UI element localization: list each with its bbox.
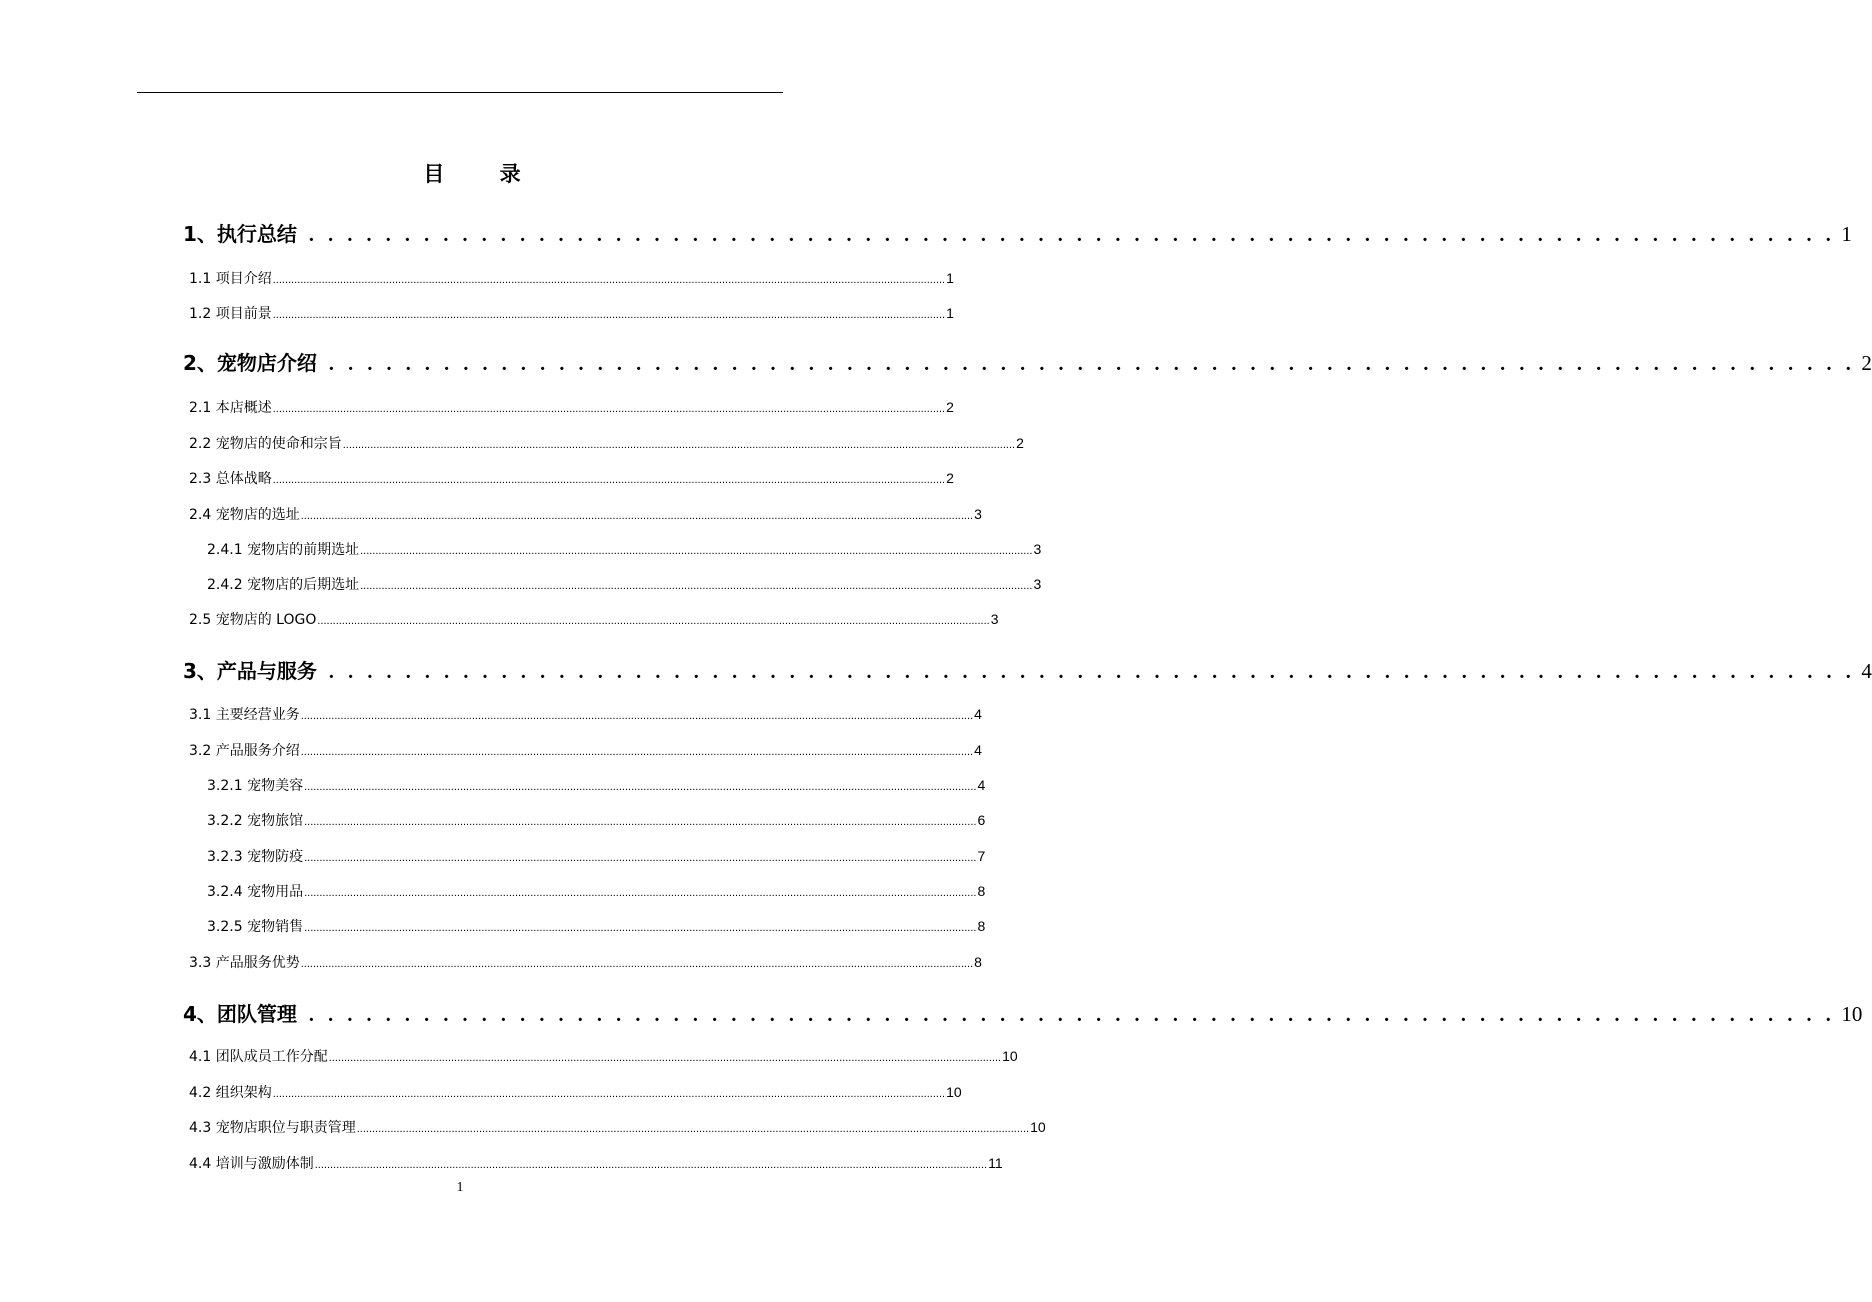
toc-dot-leader: ............................................................................................................................................................................................................................ bbox=[360, 580, 1033, 592]
toc-dot-leader: ............................................................................................................................................................................................................................ bbox=[272, 1088, 946, 1100]
toc-dot-leader: ............................................................................................................................................................................................................................ bbox=[328, 1052, 1002, 1064]
toc-dot-leader: ............................................................................................................................................................................................................................ bbox=[317, 615, 990, 627]
toc-entry-page-number: 2 bbox=[1861, 351, 1872, 375]
toc-entry-page-number: 3 bbox=[974, 506, 982, 522]
toc-entry-label: 4、团队管理 bbox=[183, 1002, 297, 1026]
toc-section-entry[interactable] bbox=[189, 1046, 1018, 1066]
toc-entry-page-number: 6 bbox=[977, 812, 986, 828]
toc-entry-page-number: 3 bbox=[1033, 576, 1042, 592]
toc-entry-page-number: 2 bbox=[1016, 435, 1024, 451]
toc-entry-label: 4.1 团队成员工作分配 bbox=[189, 1049, 328, 1065]
toc-section-entry[interactable] bbox=[207, 810, 986, 830]
toc-dot-leader: ............................................................................................................................................................................................................................ bbox=[314, 1159, 988, 1171]
toc-section-entry[interactable] bbox=[207, 574, 1042, 594]
toc-dot-leader: ............................................................................................................................................................................................................................ bbox=[272, 403, 946, 415]
toc-dot-leader: ............................................................................................................................................................................................................................ bbox=[304, 922, 977, 934]
toc-section-entry[interactable] bbox=[207, 846, 986, 866]
toc-section-entry[interactable] bbox=[207, 775, 986, 795]
toc-entry-label: 1、执行总结 bbox=[183, 222, 297, 246]
toc-dot-leader: ............................................................................................................................................................................................................................ bbox=[300, 746, 974, 758]
toc-entry-label: 3.2.3 宠物防疫 bbox=[207, 849, 304, 865]
toc-dot-leader: ............................................................................................................................................................................................................................ bbox=[272, 309, 946, 321]
toc-entry-page-number: 1 bbox=[946, 270, 954, 286]
toc-entry-page-number: 10 bbox=[946, 1084, 962, 1100]
toc-entry-page-number: 4 bbox=[1861, 659, 1872, 683]
toc-section-entry[interactable] bbox=[207, 539, 1042, 559]
footer-page-number: 1 bbox=[456, 1180, 464, 1195]
toc-entry-page-number: 11 bbox=[988, 1155, 1003, 1171]
toc-entry-page-number: 8 bbox=[977, 918, 986, 934]
toc-entry-page-number: 1 bbox=[946, 305, 954, 321]
toc-dot-leader: ............................................................................................................................................................................................................................ bbox=[300, 710, 974, 722]
toc-dot-leader: ............................................................................................................................................................................................................................ bbox=[300, 510, 974, 522]
toc-dot-leader: ............................................................................................................................................................................................................................ bbox=[272, 274, 946, 286]
toc-entry-page-number: 8 bbox=[977, 883, 986, 899]
toc-entry-label: 3.2.4 宠物用品 bbox=[207, 884, 304, 900]
toc-section-entry[interactable] bbox=[189, 740, 982, 760]
toc-dot-leader: . . . . . . . . . . . . . . . . . . . . . . . . . . . . . . . . . . . . . . . . . . . . . . . . . . . . . . . . . . . . . . . . . . . . . . . . . . . . . . . . bbox=[328, 661, 1856, 683]
toc-entry-label: 2.2 宠物店的使命和宗旨 bbox=[189, 436, 342, 452]
toc-entry-page-number: 4 bbox=[974, 706, 982, 722]
toc-entry-label: 3.2 产品服务介绍 bbox=[189, 743, 300, 759]
toc-section-entry[interactable] bbox=[189, 1117, 1046, 1137]
toc-title: 目 录 bbox=[423, 161, 545, 186]
toc-entry-label: 3.3 产品服务优势 bbox=[189, 955, 300, 971]
toc-entry-page-number: 10 bbox=[1002, 1048, 1018, 1064]
toc-entry-label: 4.2 组织架构 bbox=[189, 1085, 272, 1101]
toc-entry-label: 1.1 项目介绍 bbox=[189, 271, 272, 287]
toc-dot-leader: ............................................................................................................................................................................................................................ bbox=[304, 852, 977, 864]
toc-chapter-entry[interactable] bbox=[183, 347, 1872, 376]
toc-entry-label: 2.4.1 宠物店的前期选址 bbox=[207, 542, 360, 558]
toc-entry-page-number: 4 bbox=[977, 777, 986, 793]
toc-entry-page-number: 1 bbox=[1841, 222, 1852, 246]
toc-section-entry[interactable] bbox=[189, 468, 954, 488]
toc-entry-label: 2.5 宠物店的 LOGO bbox=[189, 612, 317, 628]
toc-entry-page-number: 2 bbox=[946, 399, 954, 415]
toc-section-entry[interactable] bbox=[189, 397, 954, 417]
toc-entry-label: 1.2 项目前景 bbox=[189, 306, 272, 322]
toc-dot-leader: ............................................................................................................................................................................................................................ bbox=[272, 474, 946, 486]
toc-entry-page-number: 10 bbox=[1841, 1002, 1863, 1026]
toc-entry-label: 2.4 宠物店的选址 bbox=[189, 507, 300, 523]
toc-entry-label: 3.2.5 宠物销售 bbox=[207, 919, 304, 935]
toc-chapter-entry[interactable] bbox=[183, 998, 1863, 1027]
toc-entry-label: 3.2.1 宠物美容 bbox=[207, 778, 304, 794]
toc-section-entry[interactable] bbox=[207, 916, 986, 936]
toc-dot-leader: ............................................................................................................................................................................................................................ bbox=[300, 958, 974, 970]
toc-entry-page-number: 3 bbox=[990, 611, 999, 627]
toc-entry-page-number: 4 bbox=[974, 742, 982, 758]
toc-entry-label: 3.1 主要经营业务 bbox=[189, 707, 300, 723]
toc-dot-leader: ............................................................................................................................................................................................................................ bbox=[304, 887, 977, 899]
toc-entry-label: 2.4.2 宠物店的后期选址 bbox=[207, 577, 360, 593]
toc-dot-leader: . . . . . . . . . . . . . . . . . . . . . . . . . . . . . . . . . . . . . . . . . . . . . . . . . . . . . . . . . . . . . . . . . . . . . . . . . . . . . . . . bbox=[308, 224, 1836, 246]
toc-section-entry[interactable] bbox=[189, 1082, 962, 1102]
toc-dot-leader: . . . . . . . . . . . . . . . . . . . . . . . . . . . . . . . . . . . . . . . . . . . . . . . . . . . . . . . . . . . . . . . . . . . . . . . . . . . . . . . . bbox=[308, 1004, 1836, 1026]
toc-chapter-entry[interactable] bbox=[183, 655, 1872, 684]
toc-section-entry[interactable] bbox=[189, 952, 982, 972]
toc-section-entry[interactable] bbox=[189, 609, 999, 629]
toc-entry-label: 4.4 培训与激励体制 bbox=[189, 1156, 314, 1172]
toc-entry-label: 2、宠物店介绍 bbox=[183, 351, 317, 375]
toc-section-entry[interactable] bbox=[189, 1153, 1003, 1173]
toc-section-entry[interactable] bbox=[207, 881, 986, 901]
toc-entry-page-number: 3 bbox=[1033, 541, 1042, 557]
toc-dot-leader: ............................................................................................................................................................................................................................ bbox=[360, 545, 1033, 557]
toc-dot-leader: . . . . . . . . . . . . . . . . . . . . . . . . . . . . . . . . . . . . . . . . . . . . . . . . . . . . . . . . . . . . . . . . . . . . . . . . . . . . . . . . bbox=[328, 353, 1856, 375]
toc-entry-label: 3.2.2 宠物旅馆 bbox=[207, 813, 304, 829]
toc-entry-page-number: 7 bbox=[977, 848, 986, 864]
toc-entry-label: 2.1 本店概述 bbox=[189, 400, 272, 416]
toc-entry-label: 2.3 总体战略 bbox=[189, 471, 272, 487]
toc-chapter-entry[interactable] bbox=[183, 218, 1852, 247]
toc-entry-label: 4.3 宠物店职位与职责管理 bbox=[189, 1120, 356, 1136]
toc-section-entry[interactable] bbox=[189, 268, 954, 288]
toc-section-entry[interactable] bbox=[189, 504, 982, 524]
toc-entry-page-number: 8 bbox=[974, 954, 982, 970]
toc-dot-leader: ............................................................................................................................................................................................................................ bbox=[304, 781, 977, 793]
toc-dot-leader: ............................................................................................................................................................................................................................ bbox=[342, 439, 1016, 451]
toc-entry-page-number: 10 bbox=[1030, 1119, 1046, 1135]
toc-section-entry[interactable] bbox=[189, 433, 1024, 453]
toc-entry-page-number: 2 bbox=[946, 470, 954, 486]
toc-dot-leader: ............................................................................................................................................................................................................................ bbox=[356, 1123, 1030, 1135]
toc-section-entry[interactable] bbox=[189, 303, 954, 323]
toc-entry-label: 3、产品与服务 bbox=[183, 659, 317, 683]
toc-dot-leader: ............................................................................................................................................................................................................................ bbox=[304, 816, 977, 828]
toc-section-entry[interactable] bbox=[189, 704, 982, 724]
